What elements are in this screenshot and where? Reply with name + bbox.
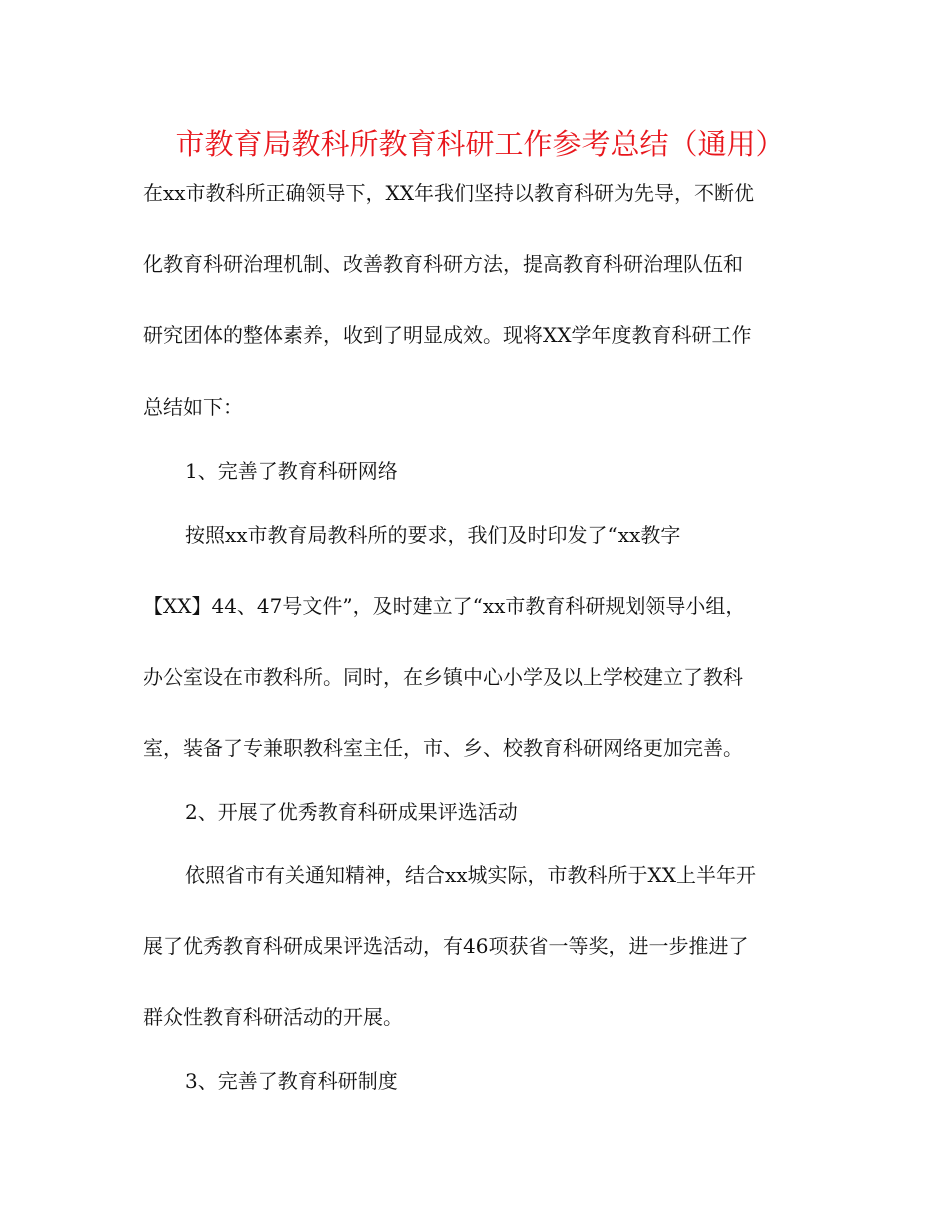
body-line-7: 办公室设在市教科所。同时，在乡镇中心小学及以上学校建立了教科 — [143, 665, 743, 689]
body-line-4: 总结如下： — [143, 395, 243, 419]
document-title: 市教育局教科所教育科研工作参考总结（通用） — [175, 127, 785, 161]
body-line-5: 按照xx市教育局教科所的要求，我们及时印发了“xx教字 — [185, 523, 681, 547]
body-line-10: 展了优秀教育科研成果评选活动，有46项获省一等奖，进一步推进了 — [143, 934, 749, 958]
body-line-8: 室，装备了专兼职教科室主任，市、乡、校教育科研网络更加完善。 — [143, 736, 743, 760]
section-heading-1: 1、完善了教育科研网络 — [185, 459, 398, 483]
body-line-3: 研究团体的整体素养，收到了明显成效。现将XX学年度教育科研工作 — [143, 323, 752, 347]
body-line-1: 在xx市教科所正确领导下，XX年我们坚持以教育科研为先导，不断优 — [143, 181, 755, 205]
body-line-2: 化教育科研治理机制、改善教育科研方法，提高教育科研治理队伍和 — [143, 252, 743, 276]
section-heading-2: 2、开展了优秀教育科研成果评选活动 — [185, 800, 518, 824]
body-line-6: 【XX】44、47号文件”，及时建立了“xx市教育科研规划领导小组， — [143, 594, 746, 618]
body-line-9: 依照省市有关通知精神，结合xx城实际，市教科所于XX上半年开 — [185, 863, 757, 887]
section-heading-3: 3、完善了教育科研制度 — [185, 1069, 398, 1093]
body-line-11: 群众性教育科研活动的开展。 — [143, 1005, 403, 1029]
